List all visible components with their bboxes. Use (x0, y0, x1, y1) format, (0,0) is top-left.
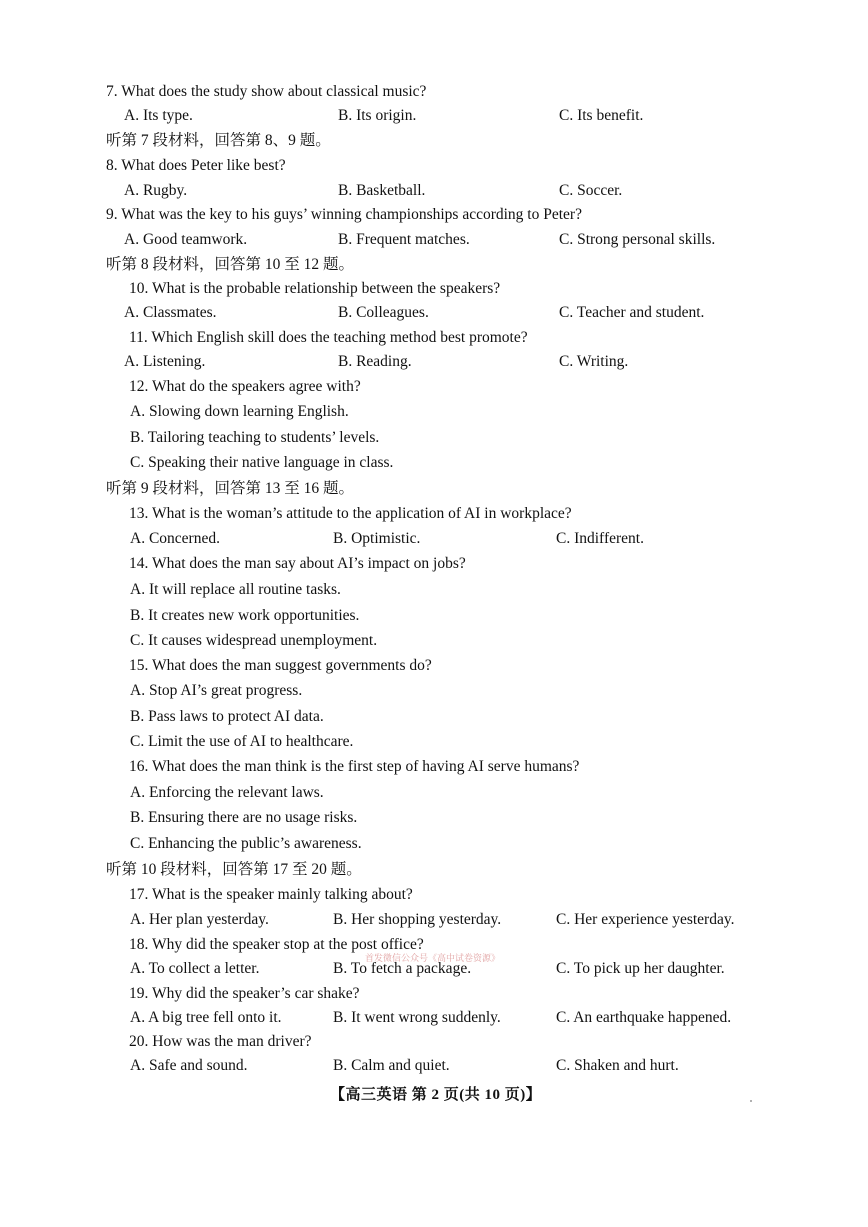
answer-option: B. Calm and quiet. (333, 1057, 450, 1074)
answer-option: B. Optimistic. (333, 530, 421, 547)
answer-option: C. Soccer. (559, 182, 623, 199)
section-heading: 听第 8 段材料，回答第 10 至 12 题。 (106, 256, 355, 273)
answer-option: A. Concerned. (130, 530, 220, 547)
question-text: 14. What does the man say about AI’s impact on jobs? (129, 555, 466, 572)
answer-option: B. Basketball. (338, 182, 426, 199)
answer-option: A. Stop AI’s great progress. (130, 682, 303, 699)
answer-option: C. To pick up her daughter. (556, 960, 725, 977)
answer-option: B. Ensuring there are no usage risks. (130, 809, 358, 826)
answer-option: C. Her experience yesterday. (556, 911, 735, 928)
answer-option: A. Good teamwork. (124, 231, 248, 248)
section-heading: 听第 7 段材料，回答第 8、9 题。 (106, 132, 331, 149)
answer-option: B. Tailoring teaching to students’ levels. (130, 429, 380, 446)
answer-option: B. Her shopping yesterday. (333, 911, 502, 928)
answer-option: B. It went wrong suddenly. (333, 1009, 501, 1026)
answer-option: A. Safe and sound. (130, 1057, 248, 1074)
answer-option: A. Its type. (124, 107, 193, 124)
answer-option: C. Limit the use of AI to healthcare. (130, 733, 354, 750)
speck (750, 1100, 752, 1102)
answer-option: C. Indifferent. (556, 530, 644, 547)
page-footer: 【高三英语 第 2 页(共 10 页)】 (330, 1087, 542, 1103)
answer-option: C. Its benefit. (559, 107, 644, 124)
answer-option: B. Reading. (338, 353, 412, 370)
question-text: 13. What is the woman’s attitude to the application of AI in workplace? (129, 505, 572, 522)
answer-option: A. Classmates. (124, 304, 217, 321)
answer-option: A. Rugby. (124, 182, 188, 199)
question-text: 16. What does the man think is the first step of having AI serve humans? (129, 758, 580, 775)
answer-option: B. Frequent matches. (338, 231, 470, 248)
watermark: 首发微信公众号《高中试卷资源》 (365, 953, 501, 963)
answer-option: C. Teacher and student. (559, 304, 705, 321)
answer-option: C. An earthquake happened. (556, 1009, 732, 1026)
answer-option: B. To fetch a package. (333, 960, 472, 977)
question-text: 17. What is the speaker mainly talking about? (129, 886, 413, 903)
question-text: 8. What does Peter like best? (106, 157, 286, 174)
answer-option: A. Her plan yesterday. (130, 911, 269, 928)
answer-option: A. A big tree fell onto it. (130, 1009, 282, 1026)
question-text: 15. What does the man suggest governments do? (129, 657, 432, 674)
section-heading: 听第 9 段材料，回答第 13 至 16 题。 (106, 480, 355, 497)
answer-option: A. Listening. (124, 353, 206, 370)
answer-option: C. Strong personal skills. (559, 231, 716, 248)
question-text: 18. Why did the speaker stop at the post office? (129, 936, 424, 953)
answer-option: A. Slowing down learning English. (130, 403, 349, 420)
question-text: 7. What does the study show about classical music? (106, 83, 427, 100)
question-text: 9. What was the key to his guys’ winning championships according to Peter? (106, 206, 582, 223)
answer-option: C. Enhancing the public’s awareness. (130, 835, 362, 852)
answer-option: B. Pass laws to protect AI data. (130, 708, 324, 725)
answer-option: C. Speaking their native language in class. (130, 454, 394, 471)
question-text: 12. What do the speakers agree with? (129, 378, 361, 395)
question-text: 11. Which English skill does the teaching method best promote? (129, 329, 528, 346)
answer-option: B. It creates new work opportunities. (130, 607, 360, 624)
question-text: 10. What is the probable relationship between the speakers? (129, 280, 501, 297)
answer-option: A. To collect a letter. (130, 960, 260, 977)
answer-option: A. It will replace all routine tasks. (130, 581, 341, 598)
question-text: 19. Why did the speaker’s car shake? (129, 985, 360, 1002)
answer-option: C. Shaken and hurt. (556, 1057, 679, 1074)
section-heading: 听第 10 段材料，回答第 17 至 20 题。 (106, 861, 362, 878)
answer-option: C. It causes widespread unemployment. (130, 632, 378, 649)
answer-option: A. Enforcing the relevant laws. (130, 784, 324, 801)
answer-option: B. Its origin. (338, 107, 417, 124)
question-text: 20. How was the man driver? (129, 1033, 312, 1050)
answer-option: B. Colleagues. (338, 304, 429, 321)
answer-option: C. Writing. (559, 353, 629, 370)
